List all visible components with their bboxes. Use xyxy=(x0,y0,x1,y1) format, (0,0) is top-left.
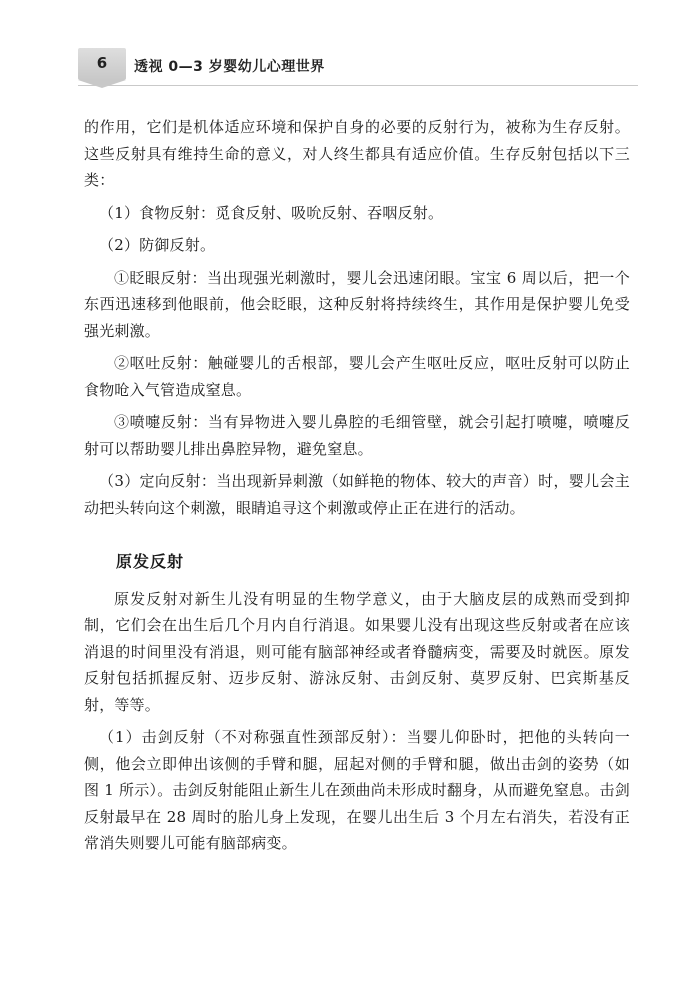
list-item-food-reflex: （1）食物反射：觅食反射、吸吮反射、吞咽反射。 xyxy=(99,203,444,222)
sub-item-blink-reflex: ①眨眼反射：当出现强光刺激时，婴儿会迅速闭眼。宝宝 6 周以后，把一个东西迅速移到他眼前，他会眨眼，这种反射将持续终生，其作用是保护婴儿免受强光刺激。 xyxy=(84,268,630,340)
page-number-tab xyxy=(78,48,126,80)
sub-item-vomit-reflex: ②呕吐反射：触碰婴儿的舌根部，婴儿会产生呕吐反应，呕吐反射可以防止食物呛入气管造成窒息。 xyxy=(84,354,630,399)
page-header xyxy=(0,0,700,100)
book-title: 透视 0—3 岁婴幼儿心理世界 xyxy=(134,59,325,75)
header-divider xyxy=(78,85,638,86)
list-item-fencing-reflex: （1）击剑反射（不对称强直性颈部反射）：当婴儿仰卧时，把他的头转向一侧，他会立即伸出该侧的手臂和腿，屈起对侧的手臂和腿，做出击剑的姿势（如图 1 所示）。击剑反射能阻止新生儿在颈曲尚未形成时翻身，从而避免窒息。击剑反射最早在 28 周时的胎儿身上发现，在婴儿出生后 3 个月左右消失，若没有正常消失则婴儿可能有脑部病变。 xyxy=(84,728,630,852)
paragraph-primitive-reflex-intro: 原发反射对新生儿没有明显的生物学意义，由于大脑皮层的成熟而受到抑制，它们会在出生后几个月内自行消退。如果婴儿没有出现这些反射或者在应该消退的时间里没有消退，则可能有脑部神经或者脊髓病变，需要及时就医。原发反射包括抓握反射、迈步反射、游泳反射、击剑反射、莫罗反射、巴宾斯基反射，等等。 xyxy=(84,589,630,714)
paragraph-survival-reflex-intro: 的作用，它们是机体适应环境和保护自身的必要的反射行为，被称为生存反射。这些反射具有维持生命的意义，对人终生都具有适应价值。生存反射包括以下三类： xyxy=(84,118,630,189)
page-body xyxy=(84,114,630,863)
list-item-orienting-reflex: （3）定向反射：当出现新异刺激（如鲜艳的物体、较大的声音）时，婴儿会主动把头转向这个刺激，眼睛追寻这个刺激或停止正在进行的活动。 xyxy=(84,472,630,517)
list-item-defense-reflex: （2）防御反射。 xyxy=(99,236,216,254)
sub-item-sneeze-reflex: ③喷嚏反射：当有异物进入婴儿鼻腔的毛细管壁，就会引起打喷嚏，喷嚏反射可以帮助婴儿排出鼻腔异物，避免窒息。 xyxy=(84,413,630,458)
page-number: 6 xyxy=(96,54,108,72)
section-heading-primitive-reflex: 原发反射 xyxy=(116,552,185,571)
